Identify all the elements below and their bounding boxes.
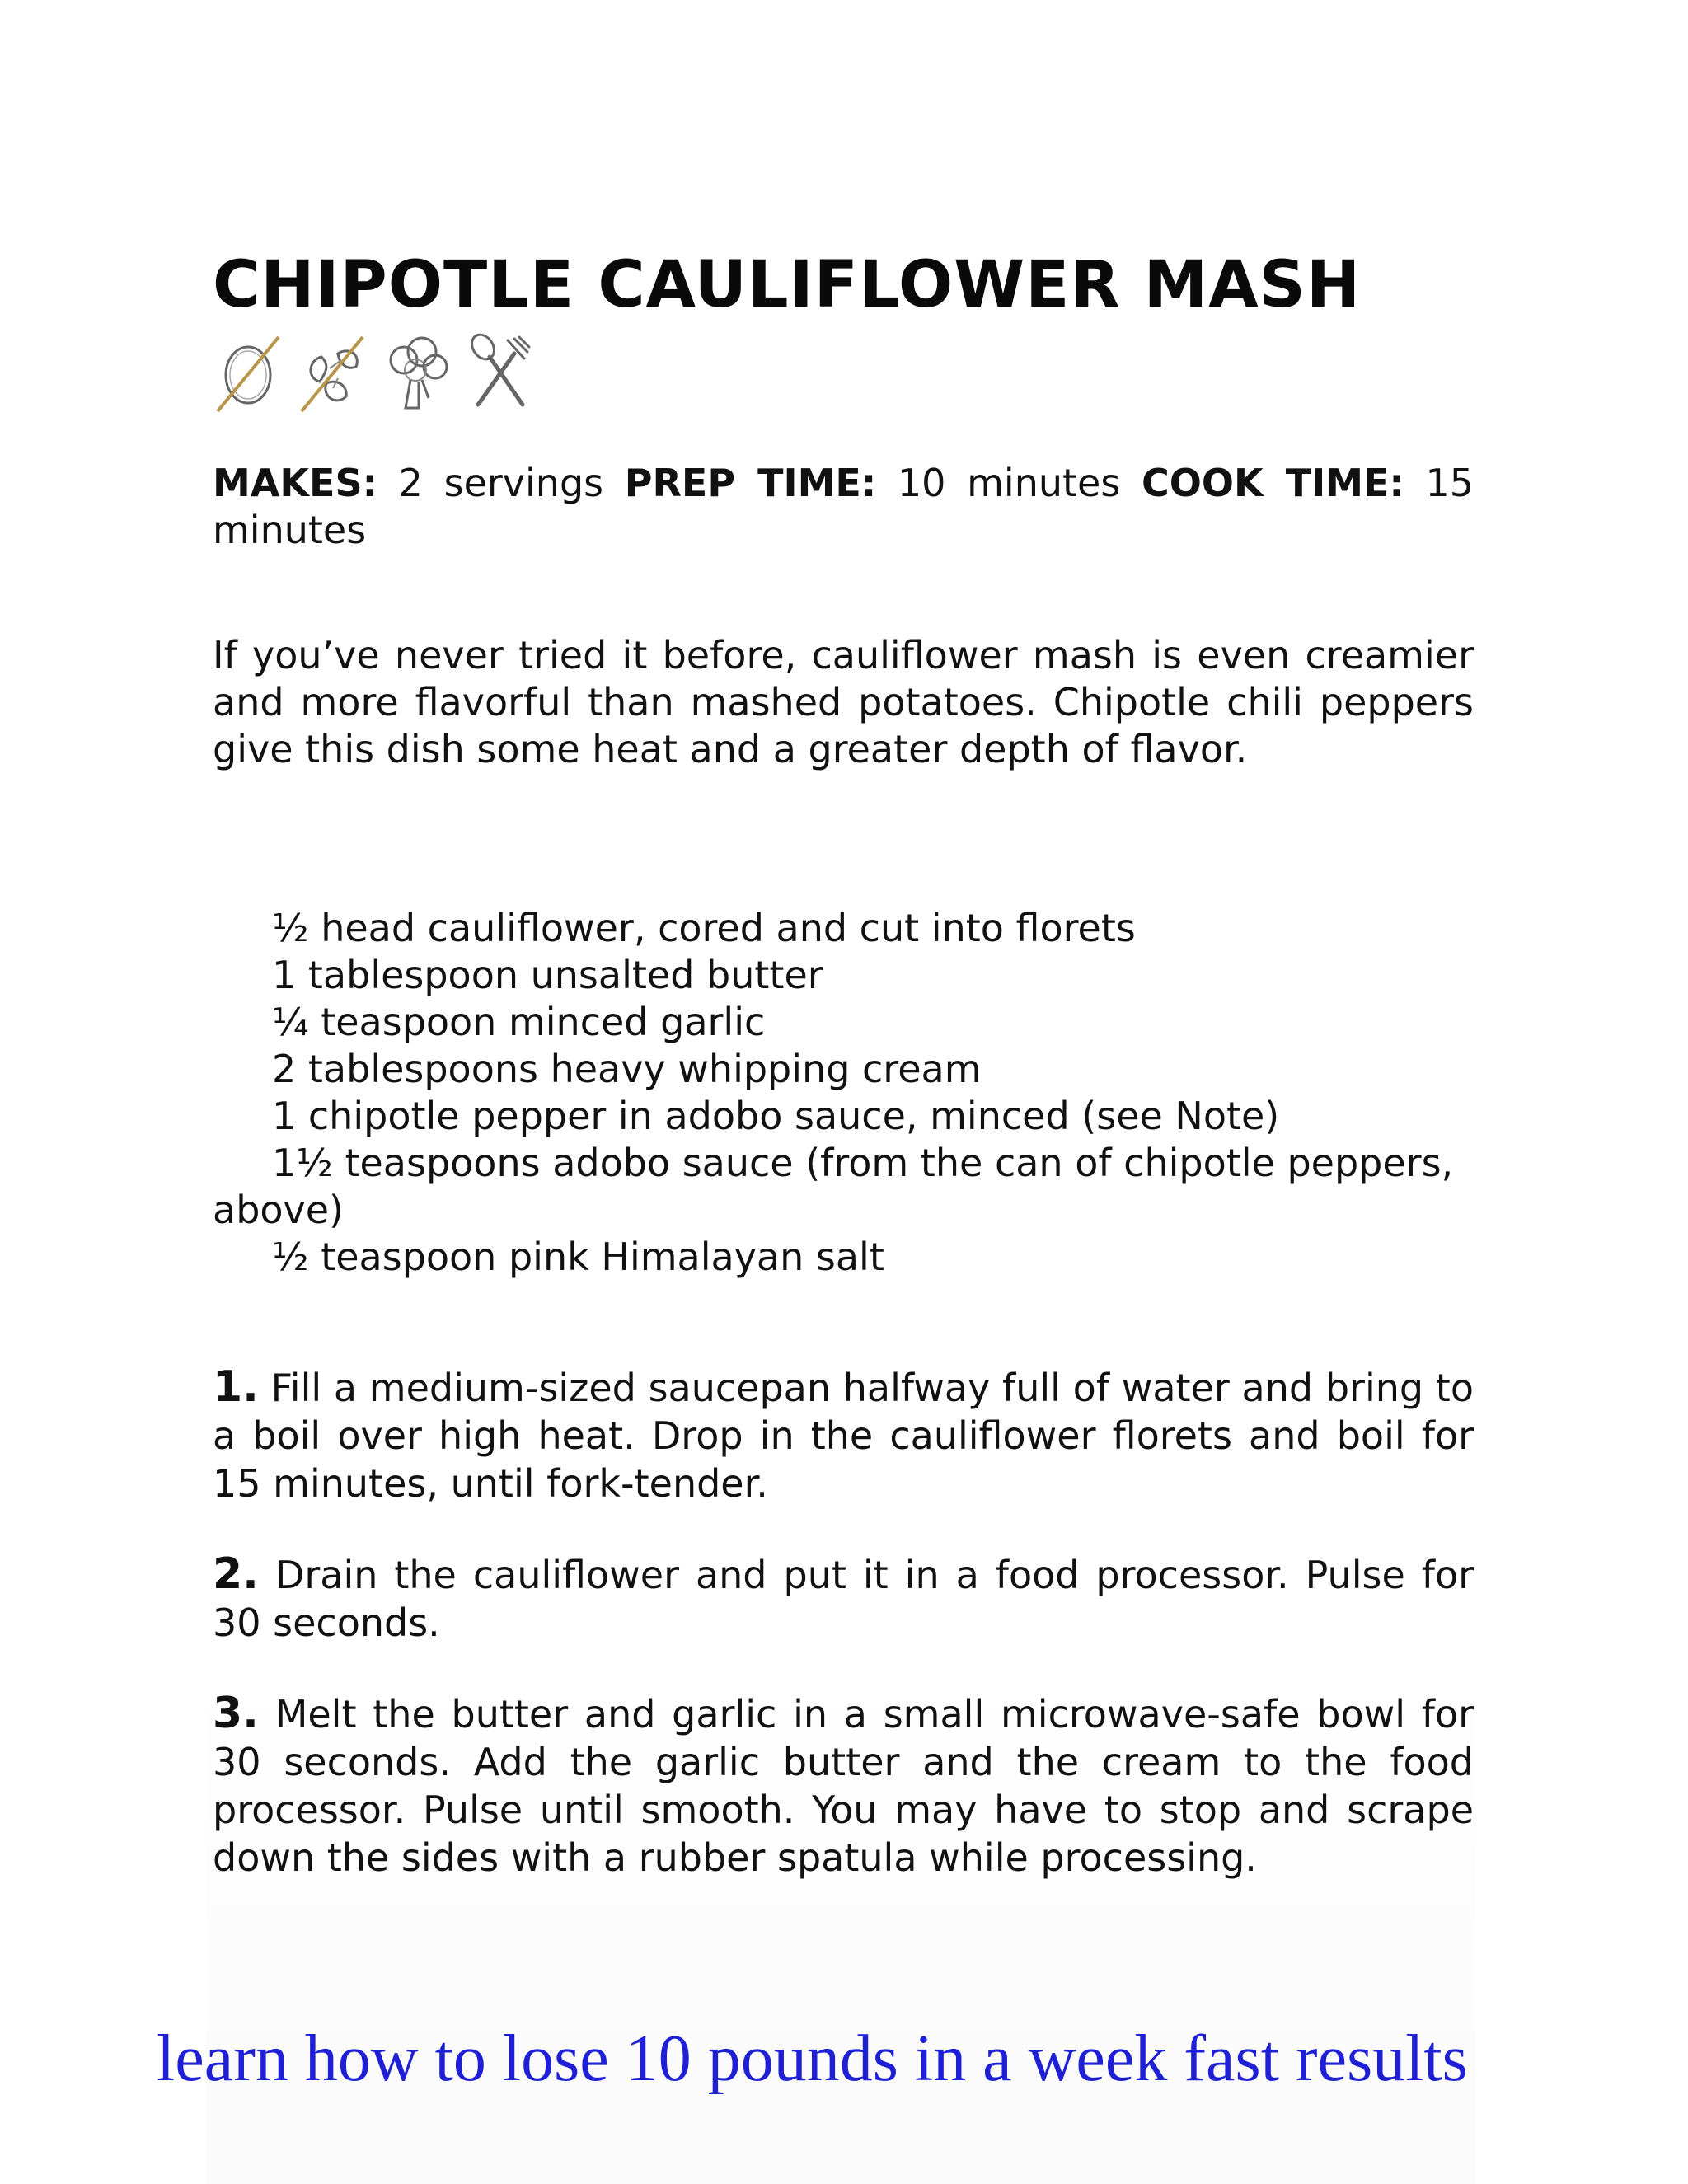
- ingredient-list: [213, 905, 1474, 1281]
- recipe-intro: If you’ve never tried it before, cauliflower mash is even creamier and more flavorful than mashed potatoes. Chipotle chili peppers give this dish some heat and a greater depth of flavor.: [213, 633, 1474, 771]
- instruction-step: [213, 1690, 1474, 1882]
- ingredient-item: 2 tablespoons heavy whipping cream: [272, 1047, 982, 1091]
- instruction-step: [213, 1363, 1474, 1507]
- recipe-meta: [213, 460, 1474, 554]
- utensils-icon: [465, 332, 536, 415]
- ingredient-item: 1½ teaspoons adobo sauce (from the can of chipotle peppers, above): [213, 1141, 1454, 1232]
- step-number: 2.: [213, 1549, 259, 1599]
- recipe-page: [213, 247, 1474, 1924]
- makes-label: MAKES:: [213, 461, 377, 505]
- step-text: Fill a medium-sized saucepan halfway full of water and bring to a boil over high heat. Drop in the cauliflower florets and boil for 15 minutes, until fork-tender.: [213, 1366, 1474, 1506]
- ingredient-item: ½ head cauliflower, cored and cut into florets: [272, 906, 1136, 950]
- cook-time-label: COOK TIME:: [1142, 461, 1404, 505]
- no-nut-icon: [297, 332, 368, 415]
- recipe-title: CHIPOTLE CAULIFLOWER MASH: [213, 248, 1362, 322]
- prep-time-label: PREP TIME:: [624, 461, 877, 505]
- step-text: Drain the cauliflower and put it in a food processor. Pulse for 30 seconds.: [213, 1553, 1474, 1645]
- vegetable-icon: [381, 332, 452, 415]
- step-text: Melt the butter and garlic in a small microwave-safe bowl for 30 seconds. Add the garlic butter and the cream to the food processor. Pulse until smooth. You may have to stop and scrape down the sides with a rubber spatula while processing.: [213, 1692, 1474, 1880]
- no-egg-icon: [213, 332, 284, 415]
- dietary-icons: [213, 328, 1474, 419]
- instruction-step: [213, 1550, 1474, 1647]
- step-number: 3.: [213, 1689, 259, 1738]
- ingredient-item: 1 chipotle pepper in adobo sauce, minced (see Note): [272, 1094, 1280, 1138]
- instruction-steps: [213, 1363, 1474, 1882]
- makes-value: 2 servings: [377, 461, 625, 505]
- weight-loss-ad-link[interactable]: learn how to lose 10 pounds in a week fast results: [157, 2022, 1468, 2095]
- step-number: 1.: [213, 1362, 259, 1412]
- ingredient-item: 1 tablespoon unsalted butter: [272, 953, 823, 997]
- ingredient-item: ¼ teaspoon minced garlic: [272, 1000, 766, 1044]
- cook-time-value: 15 minutes: [213, 461, 1475, 552]
- ingredient-item: ½ teaspoon pink Himalayan salt: [272, 1235, 884, 1279]
- prep-time-value: 10 minutes: [876, 461, 1142, 505]
